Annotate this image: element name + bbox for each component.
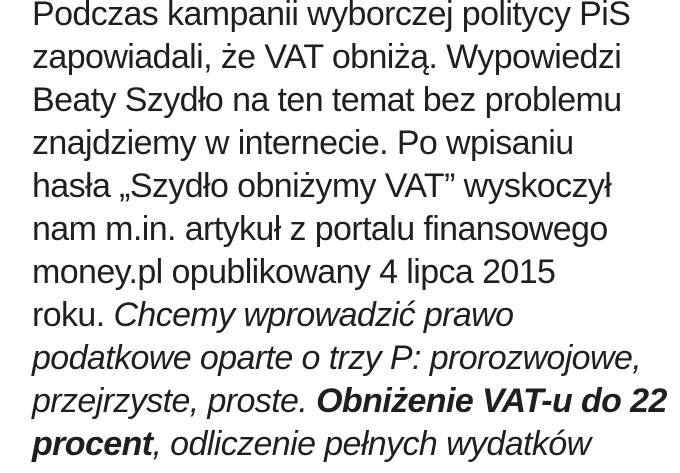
text-line [32, 423, 670, 466]
text-line [32, 208, 670, 251]
text-segment: Podczas kampanii wyborczej politycy PiS [32, 0, 631, 33]
text-line [32, 294, 670, 337]
text-segment: money.pl opublikowany 4 lipca 2015 [32, 253, 556, 291]
text-line [32, 251, 670, 294]
text-line [32, 36, 670, 79]
text-line [32, 380, 670, 423]
text-segment: Beaty Szydło na ten temat bez problemu [32, 81, 622, 119]
text-segment: roku. [32, 296, 114, 334]
text-line [32, 337, 670, 380]
emphasized-quote-segment: Obniżenie VAT-u do 22 [316, 382, 667, 420]
quote-text-segment: przejrzyste, proste. [32, 382, 317, 420]
article-text [32, 0, 670, 466]
text-segment: zapowiadali, że VAT obniżą. Wypowiedzi [32, 38, 622, 76]
text-line [32, 79, 670, 122]
text-line [32, 165, 670, 208]
emphasized-quote-segment: procent [32, 425, 153, 463]
quote-text-segment: podatkowe oparte o trzy P: prorozwojowe, [32, 339, 642, 377]
text-line [32, 0, 670, 36]
text-segment: nam m.in. artykuł z portalu finansowego [32, 210, 608, 248]
text-segment: hasła „Szydło obniżymy VAT” wyskoczył [32, 167, 612, 205]
quote-text-segment: , odliczenie pełnych wydatków [152, 425, 591, 463]
text-line [32, 122, 670, 165]
quote-text-segment: Chcemy wprowadzić prawo [113, 296, 514, 334]
text-segment: znajdziemy w internecie. Po wpisaniu [32, 124, 574, 162]
